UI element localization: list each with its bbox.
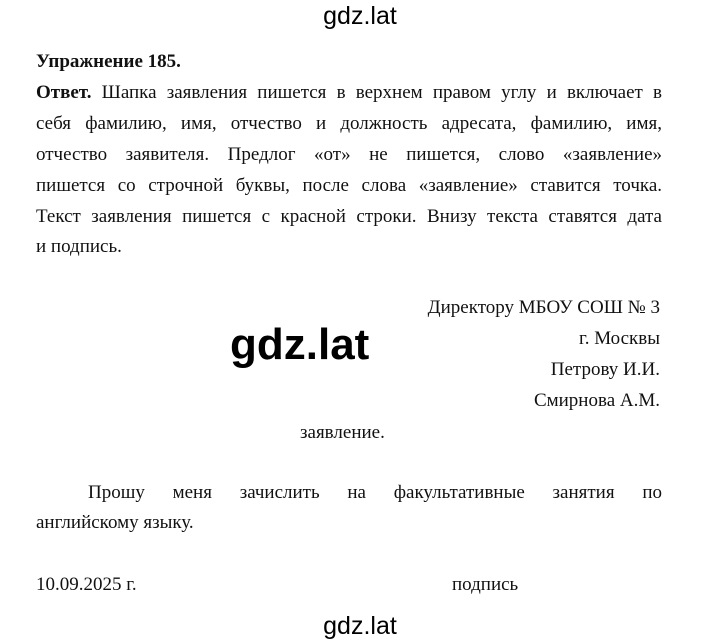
watermark-top: gdz.lat [323, 2, 397, 30]
watermark-middle: gdz.lat [230, 320, 370, 369]
application-request-line-2: английскому языку. [36, 512, 194, 533]
answer-line-6: и подпись. [36, 236, 122, 257]
application-title: заявление. [300, 422, 385, 443]
watermark-bottom: gdz.lat [323, 612, 397, 640]
answer-text-1: Шапка заявления пишется в верхнем правом углу и включает в [91, 82, 662, 103]
application-header-line-2: г. Москвы [579, 328, 660, 349]
answer-line-2: себя фамилию, имя, отчество и должность адресата, фамилию, имя, [36, 113, 662, 134]
answer-line-4: пишется со строчной буквы, после слова «заявление» ставится точка. [36, 175, 662, 196]
exercise-title: Упражнение 185. [36, 51, 181, 72]
application-signature: подпись [452, 574, 519, 595]
application-header-line-1: Директору МБОУ СОШ № 3 [427, 297, 660, 318]
answer-line-3: отчество заявителя. Предлог «от» не пишется, слово «заявление» [36, 144, 662, 165]
answer-label: Ответ. [36, 82, 92, 103]
application-request-line-1: Прошу меня зачислить на факультативные занятия по [88, 482, 662, 503]
application-header-line-4: Смирнова А.М. [533, 390, 660, 411]
application-date: 10.09.2025 г. [36, 574, 137, 595]
answer-line-1 [36, 82, 662, 104]
application-header-line-3: Петрову И.И. [550, 359, 660, 380]
answer-line-5: Текст заявления пишется с красной строки. Внизу текста ставятся дата [36, 206, 662, 227]
